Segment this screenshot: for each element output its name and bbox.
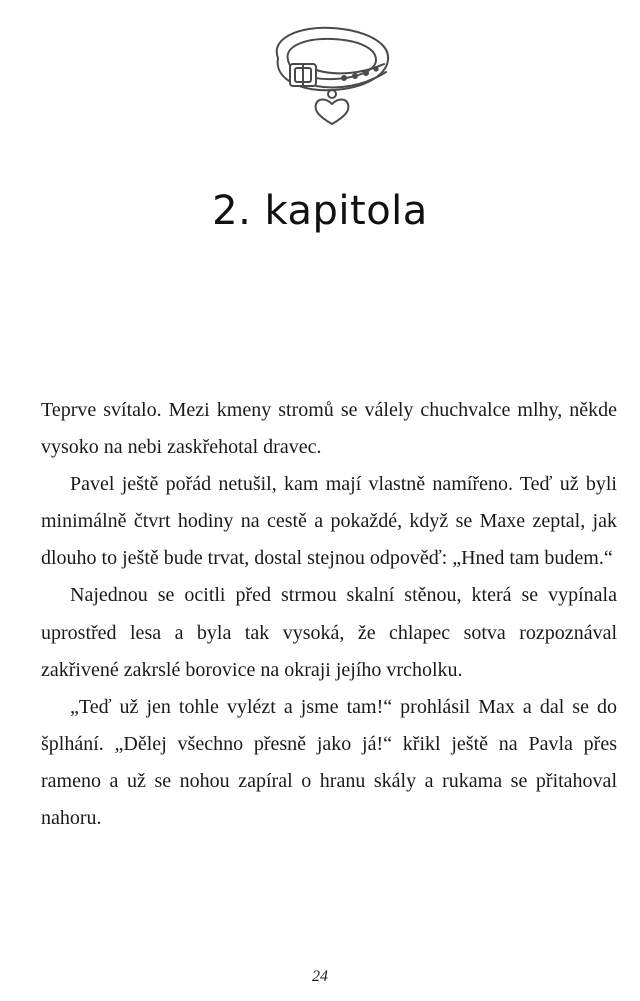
paragraph: „Teď už jen tohle vylézt a jsme tam!“ prohlásil Max a dal se do šplhání. „Dělej všechno přesně jako já!“ křikl ještě na Pavla přes rameno a už se nohou zapíral o hranu skály a rukama se přitahoval nahoru. (41, 695, 617, 830)
page-number: 24 (312, 968, 328, 985)
dog-collar-with-heart-tag-icon (260, 20, 400, 130)
chapter-title: 2. kapitola (212, 188, 428, 234)
paragraph: Najednou se ocitli před strmou skalní stěnou, která se vypínala uprostřed lesa a byla tak vysoká, že chlapec sotva rozpoznával zakřivené zakrslé borovice na okraji jejího vrcholku. (41, 584, 617, 681)
chapter-body (41, 392, 617, 837)
paragraph: Teprve svítalo. Mezi kmeny stromů se válely chuchvalce mlhy, někde vysoko na nebi zaskřehotal dravec. (41, 399, 617, 459)
paragraph: Pavel ještě pořád netušil, kam mají vlastně namířeno. Teď už byli minimálně čtvrt hodiny na cestě a pokaždé, když se Maxe zeptal, jak dlouho to ještě bude trvat, dostal stejnou odpověď: „Hned tam budem.“ (41, 473, 617, 570)
